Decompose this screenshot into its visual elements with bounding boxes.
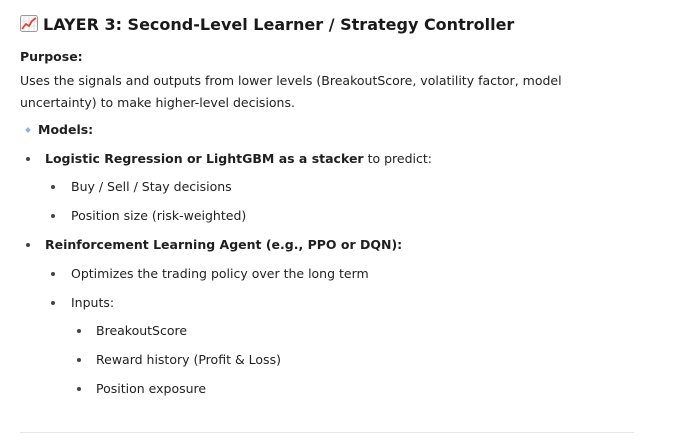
list-item: Position size (risk-weighted)	[71, 208, 247, 223]
list-item: Buy / Sell / Stay decisions	[71, 179, 232, 194]
list-item-inputs: Inputs:	[71, 295, 115, 310]
rl-agent-name: Reinforcement Learning Agent (e.g., PPO or DQN):	[45, 237, 403, 252]
section-heading-text: LAYER 3: Second-Level Learner / Strategy Controller	[43, 15, 515, 34]
bullet-icon	[77, 358, 81, 362]
list-item-stacker	[45, 150, 432, 168]
stacker-suffix: to predict:	[363, 151, 432, 166]
purpose-label: Purpose:	[20, 49, 83, 64]
list-item-rl-agent	[45, 236, 402, 254]
stacker-model-name: Logistic Regression or LightGBM as a stacker	[45, 151, 364, 166]
section-divider	[20, 432, 634, 433]
bullet-icon	[77, 387, 81, 391]
section-heading	[20, 13, 514, 37]
bullet-icon	[26, 157, 30, 161]
bullet-icon	[51, 214, 55, 218]
diamond-bullet-icon	[25, 127, 31, 133]
bullet-icon	[51, 185, 55, 189]
bullet-icon	[77, 329, 81, 333]
bullet-icon	[26, 243, 30, 247]
models-label: Models:	[38, 122, 94, 137]
list-item: Reward history (Profit & Loss)	[96, 352, 281, 367]
bullet-icon	[51, 301, 55, 305]
list-item: BreakoutScore	[96, 323, 188, 338]
bullet-icon	[51, 272, 55, 276]
list-item: Optimizes the trading policy over the long term	[71, 266, 369, 281]
chart-increasing-icon	[20, 15, 38, 32]
purpose-text: Uses the signals and outputs from lower levels (BreakoutScore, volatility factor, model uncertainty) to make higher-level decisions.	[20, 73, 562, 110]
list-item: Position exposure	[96, 381, 207, 396]
